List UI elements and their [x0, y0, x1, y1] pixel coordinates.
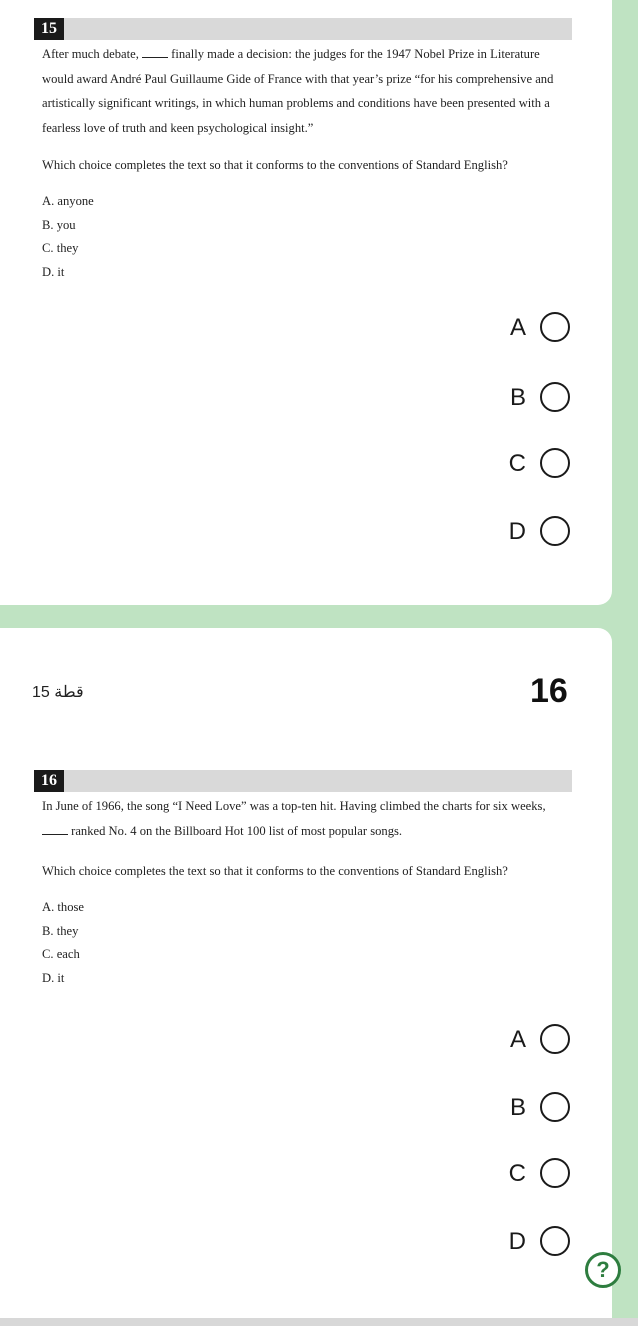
passage-text-after: finally made a decision: the judges for the 1947 Nobel Prize in Literature would award André Paul Guillaume Gide of France with that year’s prize “for his comprehensive and artistically significant writings, in which human problems and conditions have been presented with a fearless love of truth and keen psychological insight.” [42, 47, 554, 135]
option-letter: A [509, 314, 526, 341]
choice-b: B. they [42, 923, 79, 938]
passage-text-after: ranked No. 4 on the Billboard Hot 100 list of most popular songs. [68, 823, 403, 838]
radio-circle-icon[interactable] [540, 516, 570, 546]
option-letter: B [509, 384, 526, 411]
option-d[interactable] [490, 1224, 580, 1260]
answer-blank [42, 823, 68, 835]
question-passage [42, 42, 570, 140]
passage-text-before: In June of 1966, the song “I Need Love” was a top-ten hit. Having climbed the charts for six weeks, [42, 799, 546, 813]
question-16-card [0, 628, 612, 1320]
question-header-bar [34, 18, 572, 40]
answer-blank [142, 46, 168, 58]
bottom-bar [0, 1318, 638, 1326]
option-a[interactable] [490, 1022, 580, 1058]
radio-circle-icon[interactable] [540, 1024, 570, 1054]
question-title: 16 [530, 672, 568, 710]
choice-b: B. you [42, 217, 76, 232]
choice-a: A. those [42, 900, 84, 914]
option-c[interactable] [490, 1156, 580, 1192]
option-letter: C [508, 450, 526, 477]
radio-circle-icon[interactable] [540, 448, 570, 478]
choice-list [42, 190, 94, 284]
radio-circle-icon[interactable] [540, 1226, 570, 1256]
previous-question-label[interactable]: قطة 15 [32, 684, 84, 701]
option-letter: A [509, 1026, 526, 1053]
option-d[interactable] [490, 514, 580, 550]
option-b[interactable] [490, 380, 580, 416]
option-letter: D [508, 1228, 526, 1255]
choice-c: C. each [42, 947, 80, 961]
choice-d: D. it [42, 970, 65, 985]
question-header-bar [34, 770, 572, 792]
passage-text-before: After much debate, [42, 47, 143, 61]
question-15-card [0, 0, 612, 605]
question-prompt: Which choice completes the text so that it conforms to the conventions of Standard English? [42, 864, 508, 878]
option-letter: B [509, 1094, 526, 1121]
question-passage [42, 794, 570, 843]
question-prompt: Which choice completes the text so that it conforms to the conventions of Standard English? [42, 158, 508, 172]
option-letter: D [508, 518, 526, 545]
help-question-icon[interactable]: ? [585, 1252, 621, 1288]
option-b[interactable] [490, 1090, 580, 1126]
option-a[interactable] [490, 310, 580, 346]
option-letter: C [508, 1160, 526, 1187]
choice-c: C. they [42, 241, 79, 255]
radio-circle-icon[interactable] [540, 1158, 570, 1188]
radio-circle-icon[interactable] [540, 312, 570, 342]
option-c[interactable] [490, 446, 580, 482]
choice-list [42, 896, 84, 990]
choice-d: D. it [42, 264, 65, 279]
radio-circle-icon[interactable] [540, 1092, 570, 1122]
choice-a: A. anyone [42, 194, 94, 208]
radio-circle-icon[interactable] [540, 382, 570, 412]
question-number: 15 [34, 18, 64, 40]
question-number: 16 [34, 770, 64, 792]
